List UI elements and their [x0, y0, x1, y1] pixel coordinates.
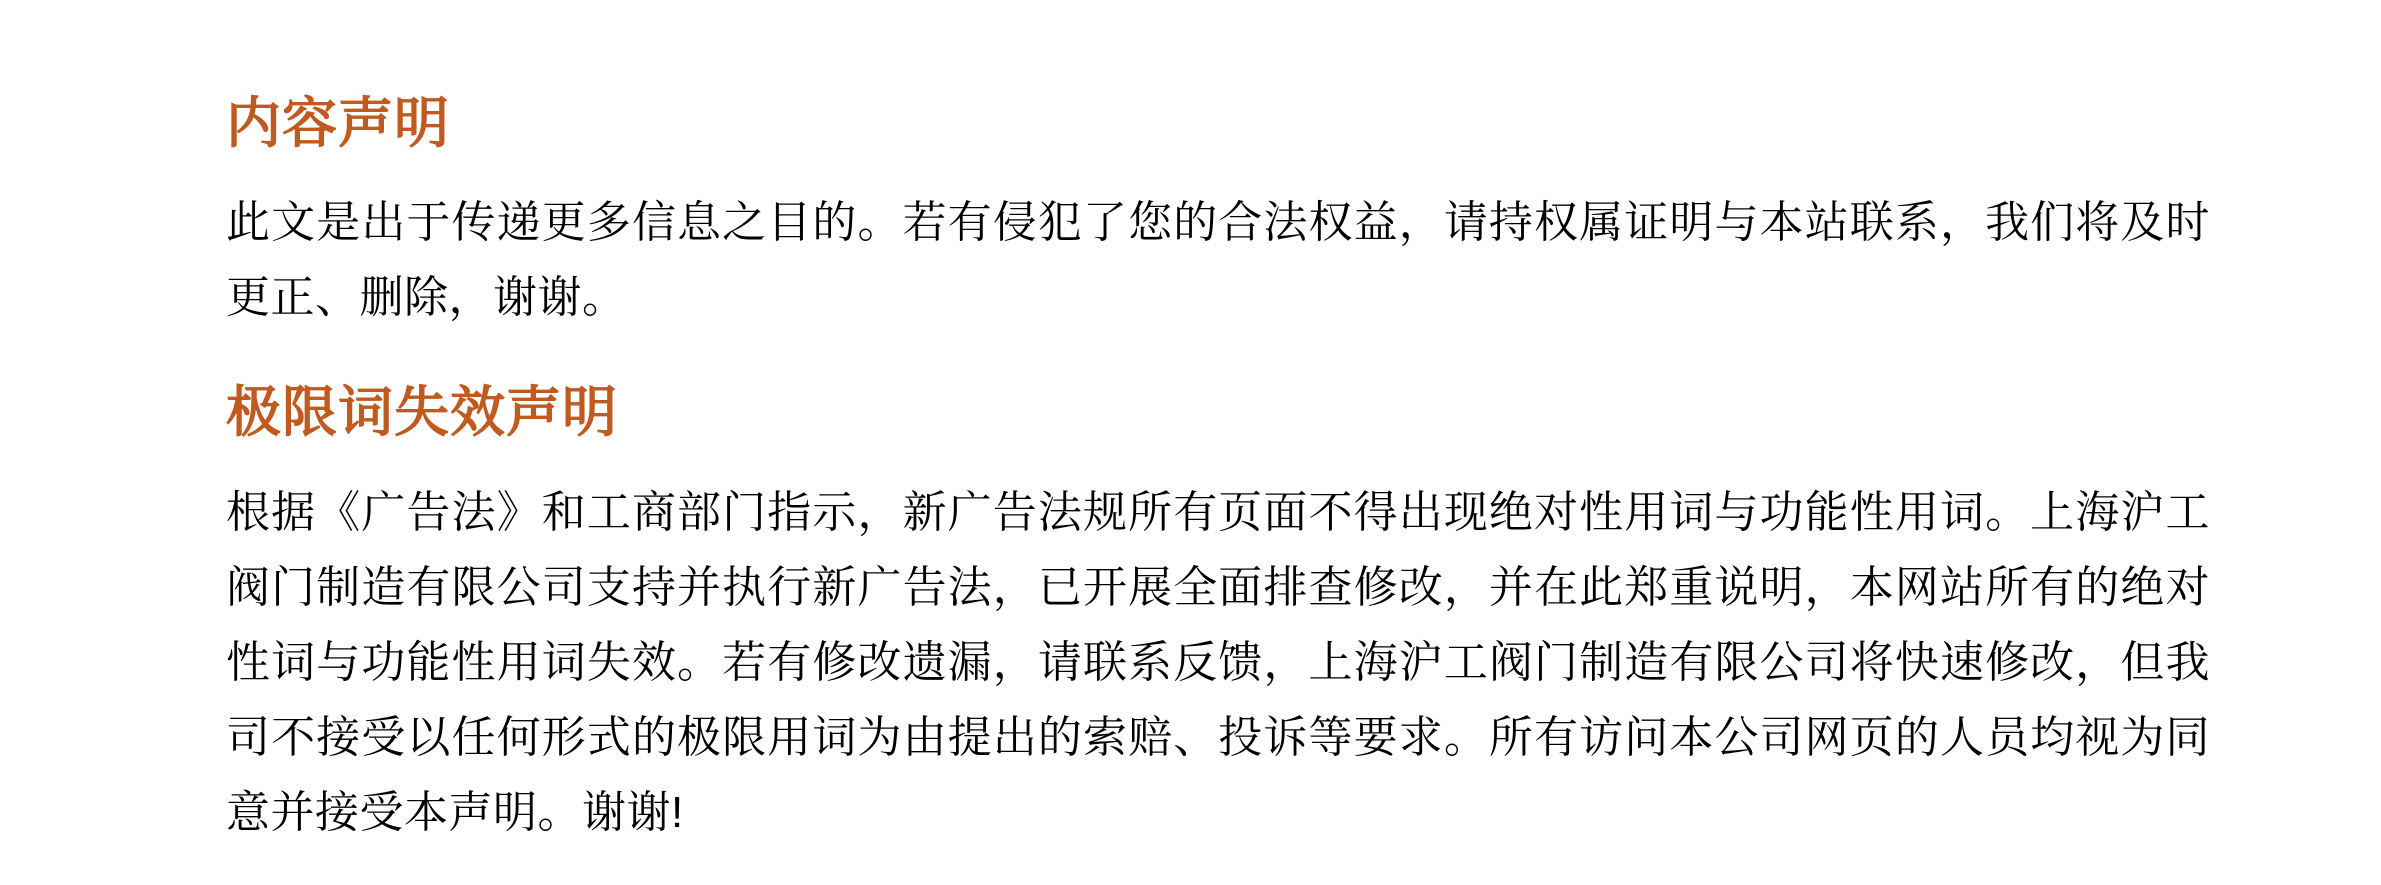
extreme-words-body: 根据《广告法》和工商部门指示，新广告法规所有页面不得出现绝对性用词与功能性用词。上海沪工阀门制造有限公司支持并执行新广告法，已开展全面排查修改，并在此郑重说明，本网站所有的绝对性词与功能性用词失效。若有修改遗漏，请联系反馈，上海沪工阀门制造有限公司将快速修改，但我司不接受以任何形式的极限用词为由提出的索赔、投诉等要求。所有访问本公司网页的人员均视为同意并接受本声明。谢谢! — [226, 487, 2210, 837]
content-statement-heading: 内容声明 — [226, 92, 451, 154]
content-statement-body: 此文是出于传递更多信息之目的。若有侵犯了您的合法权益，请持权属证明与本站联系，我们将及时更正、删除，谢谢。 — [226, 198, 2210, 323]
section-extreme-words-statement — [226, 381, 2210, 849]
section-content-statement — [226, 92, 2210, 335]
extreme-words-heading: 极限词失效声明 — [226, 381, 619, 444]
